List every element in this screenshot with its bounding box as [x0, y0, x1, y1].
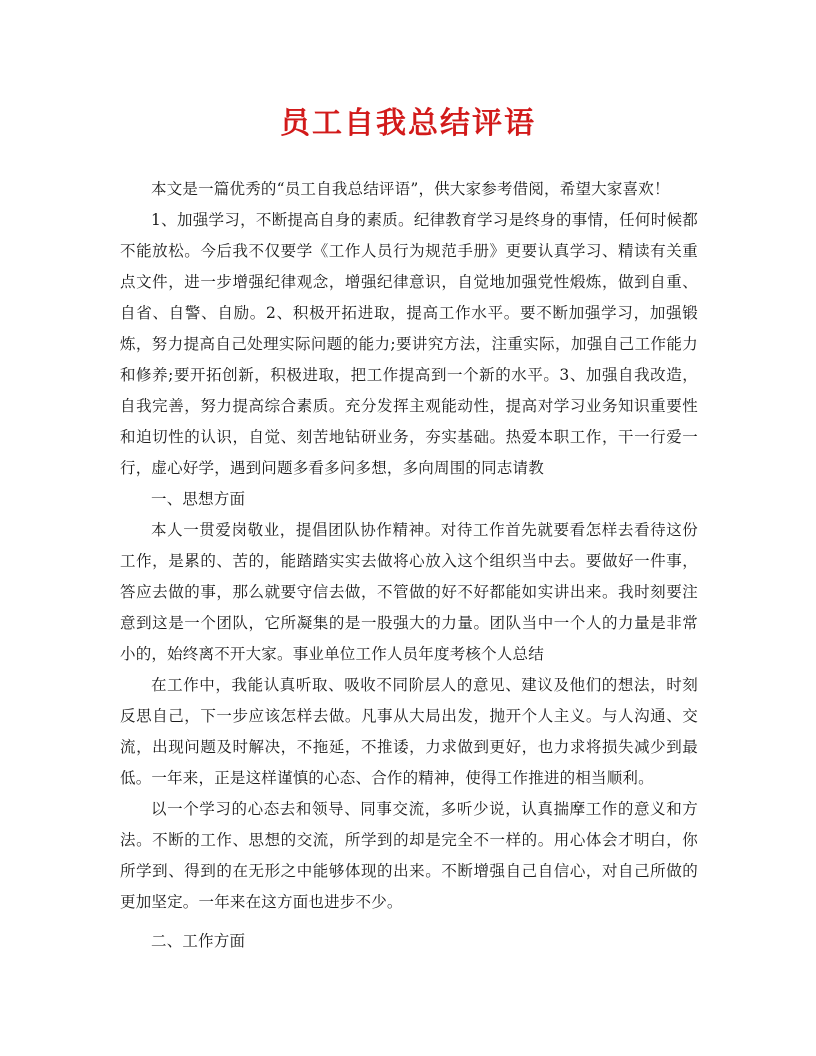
section-heading: 一、思想方面 — [151, 490, 246, 508]
body-paragraph: 在工作中，我能认真听取、吸收不同阶层人的意见、建议及他们的想法，时刻反思自己，下一步应该怎样去做。凡事从大局出发，抛开个人主义。与人沟通、交流，出现问题及时解决，不拖延，不推诿，力求做到更好，也力求将损失减少到最低。一年来，正是这样谨慎的心态、合作的精神，使得工作推进的相当顺利。 — [120, 676, 698, 787]
document-body — [120, 174, 698, 957]
section-heading: 二、工作方面 — [151, 932, 246, 950]
body-paragraph: 1、加强学习，不断提高自身的素质。纪律教育学习是终身的事情，任何时候都不能放松。今后我不仅要学《工作人员行为规范手册》更要认真学习、精读有关重点文件，进一步增强纪律观念，增强纪律意识，自觉地加强党性煅炼，做到自重、自省、自警、自励。2、积极开拓进取，提高工作水平。要不断加强学习，加强锻炼，努力提高自己处理实际问题的能力;要讲究方法，注重实际，加强自己工作能力和修养;要开拓创新，积极进取，把工作提高到一个新的水平。3、加强自我改造，自我完善，努力提高综合素质。充分发挥主观能动性，提高对学习业务知识重要性和迫切性的认识，自觉、刻苦地钻研业务，夯实基础。热爱本职工作，干一行爱一行，虚心好学，遇到问题多看多问多想，多向周围的同志请教 — [120, 211, 698, 477]
document-title: 员工自我总结评语 — [280, 106, 536, 141]
body-paragraph: 以一个学习的心态去和领导、同事交流，多听少说，认真揣摩工作的意义和方法。不断的工作、思想的交流，所学到的却是完全不一样的。用心体会才明白，你所学到、得到的在无形之中能够体现的出来。不断增强自己自信心，对自己所做的更加坚定。一年来在这方面也进步不少。 — [120, 800, 698, 911]
body-paragraph: 本人一贯爱岗敬业，提倡团队协作精神。对待工作首先就要看怎样去看待这份工作，是累的、苦的，能踏踏实实去做将心放入这个组织当中去。要做好一件事，答应去做的事，那么就要守信去做，不管做的好不好都能如实讲出来。我时刻要注意到这是一个团队，它所凝集的是一股强大的力量。团队当中一个人的力量是非常小的，始终离不开大家。事业单位工作人员年度考核个人总结 — [120, 521, 698, 663]
intro-paragraph: 本文是一篇优秀的“员工自我总结评语”，供大家参考借阅，希望大家喜欢！ — [151, 180, 670, 198]
